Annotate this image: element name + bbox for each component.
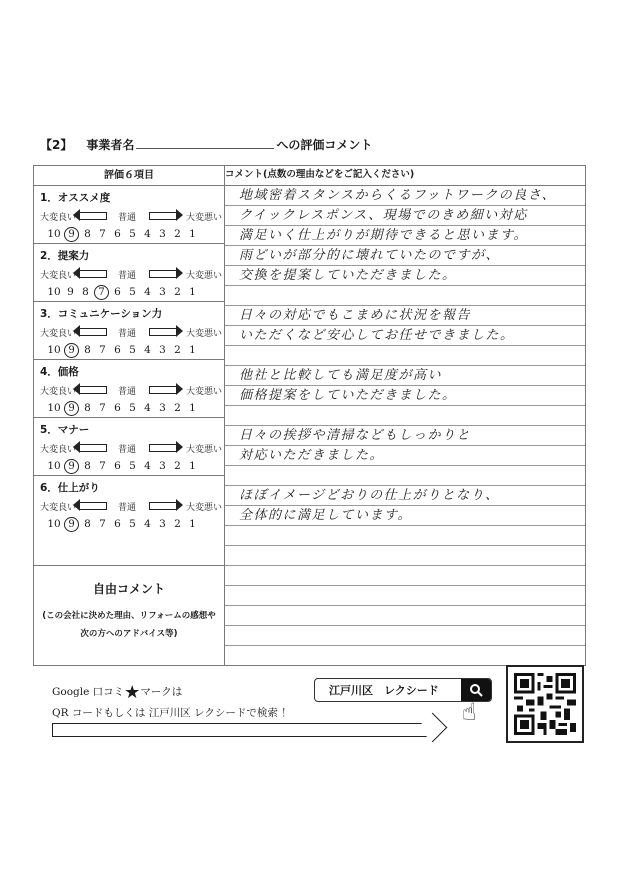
score-option[interactable]: 1 — [189, 402, 196, 414]
scale-bad-label: 大変悪い — [186, 502, 223, 513]
rating-items — [34, 186, 225, 566]
scale-good-label: 大変良い — [40, 328, 77, 339]
arrow-right-icon — [149, 502, 177, 510]
comment-line[interactable] — [225, 566, 585, 586]
arrow-right-icon — [149, 328, 177, 336]
score-option[interactable]: 6 — [114, 460, 121, 472]
scale-good-label: 大変良い — [40, 270, 77, 281]
score-options — [40, 457, 224, 475]
score-option[interactable]: 2 — [174, 518, 181, 530]
rating-item-title: 6．仕上がり — [40, 482, 100, 494]
score-option[interactable]: 8 — [84, 402, 91, 414]
rating-scale-legend — [40, 265, 224, 283]
comment-line[interactable] — [225, 586, 585, 606]
comment-area[interactable] — [225, 186, 586, 666]
score-option[interactable]: 10 — [47, 286, 61, 298]
arrow-left-icon — [79, 328, 107, 336]
business-name-label: 事業者名 — [86, 138, 135, 152]
score-option-selected[interactable]: 9 — [64, 401, 79, 416]
rating-item-title: 4．価格 — [40, 366, 79, 378]
score-option[interactable]: 9 — [67, 286, 74, 298]
score-option[interactable]: 5 — [129, 228, 136, 240]
scale-mid-label: 普通 — [118, 270, 137, 281]
evaluation-table — [33, 165, 586, 666]
score-option-selected[interactable]: 9 — [64, 459, 79, 474]
comment-line[interactable] — [225, 546, 585, 566]
score-option[interactable]: 5 — [129, 518, 136, 530]
score-options — [40, 341, 224, 359]
arrow-left-icon — [79, 444, 107, 452]
score-option[interactable]: 7 — [99, 344, 106, 356]
comment-line[interactable]: 他社と比較しても満足度が高い — [225, 366, 585, 386]
comment-line[interactable]: 地域密着スタンスからくるフットワークの良さ、 — [225, 186, 585, 206]
score-option[interactable]: 6 — [114, 286, 121, 298]
score-option[interactable]: 6 — [114, 344, 121, 356]
scale-bad-label: 大変悪い — [186, 386, 223, 397]
score-option[interactable]: 6 — [114, 518, 121, 530]
rating-item-title: 5．マナー — [40, 424, 90, 436]
comment-line[interactable]: 雨どいが部分的に壊れていたのですが、 — [225, 246, 585, 266]
scale-bad-label: 大変悪い — [186, 212, 223, 223]
score-option[interactable]: 4 — [144, 344, 151, 356]
comment-line[interactable]: 日々の対応でもこまめに状況を報告 — [225, 306, 585, 326]
score-option[interactable]: 8 — [84, 228, 91, 240]
scale-mid-label: 普通 — [118, 444, 137, 455]
comment-line[interactable]: 交換を提案していただきました。 — [225, 266, 585, 286]
score-option[interactable]: 1 — [189, 460, 196, 472]
comment-line[interactable] — [225, 346, 585, 366]
google-review-text — [52, 682, 182, 703]
score-option[interactable]: 3 — [159, 518, 166, 530]
scale-mid-label: 普通 — [118, 328, 137, 339]
rating-item — [34, 302, 224, 360]
comment-line[interactable] — [225, 526, 585, 546]
score-option[interactable]: 4 — [144, 228, 151, 240]
score-option[interactable]: 7 — [99, 228, 106, 240]
score-option-selected[interactable]: 9 — [64, 517, 79, 532]
score-option[interactable]: 2 — [174, 286, 181, 298]
score-option[interactable]: 1 — [189, 228, 196, 240]
rating-item — [34, 244, 224, 302]
scale-bad-label: 大変悪い — [186, 444, 223, 455]
comment-line[interactable]: 日々の挨拶や清掃などもしっかりと — [225, 426, 585, 446]
arrow-right-icon — [149, 386, 177, 394]
score-option[interactable]: 5 — [129, 460, 136, 472]
score-option[interactable]: 1 — [189, 286, 196, 298]
comment-line[interactable]: 価格提案をしていただきました。 — [225, 386, 585, 406]
score-option[interactable]: 4 — [144, 460, 151, 472]
rating-item — [34, 418, 224, 476]
free-comment-label — [34, 566, 225, 666]
score-option-selected[interactable]: 9 — [64, 343, 79, 358]
score-options — [40, 515, 224, 533]
score-option[interactable]: 7 — [99, 460, 106, 472]
score-option[interactable]: 1 — [189, 518, 196, 530]
score-option[interactable]: 2 — [174, 460, 181, 472]
score-option[interactable]: 3 — [159, 460, 166, 472]
rating-item — [34, 476, 224, 534]
score-option[interactable]: 5 — [129, 344, 136, 356]
scale-good-label: 大変良い — [40, 386, 77, 397]
business-name-field[interactable] — [136, 136, 274, 149]
rating-scale-legend — [40, 439, 224, 457]
score-option[interactable]: 3 — [159, 286, 166, 298]
arrow-left-icon — [79, 212, 107, 220]
score-option[interactable]: 10 — [47, 228, 61, 240]
comment-line[interactable]: 全体的に満足しています。 — [225, 506, 585, 526]
comment-line[interactable] — [225, 626, 585, 646]
title-suffix: への評価コメント — [276, 138, 373, 152]
score-option[interactable]: 7 — [99, 518, 106, 530]
comment-line[interactable]: 対応いただきました。 — [225, 446, 585, 466]
score-option[interactable]: 4 — [144, 402, 151, 414]
score-option-selected[interactable]: 9 — [64, 227, 79, 242]
comment-line[interactable]: いただくなど安心してお任せできました。 — [225, 326, 585, 346]
score-option[interactable]: 4 — [144, 286, 151, 298]
comment-line[interactable] — [225, 606, 585, 626]
comment-line[interactable] — [225, 646, 585, 665]
score-option[interactable]: 8 — [84, 344, 91, 356]
qr-code-icon — [514, 673, 576, 735]
score-option[interactable]: 1 — [189, 344, 196, 356]
arrow-left-icon — [79, 386, 107, 394]
comment-line[interactable] — [225, 406, 585, 426]
qr-code[interactable] — [506, 665, 584, 743]
score-option[interactable]: 2 — [174, 228, 181, 240]
arrow-right-icon — [52, 723, 429, 737]
scale-bad-label: 大変悪い — [186, 328, 223, 339]
score-option[interactable]: 6 — [114, 402, 121, 414]
google-review-label: Google 口コミ — [52, 686, 125, 698]
star-icon: ★ — [124, 682, 141, 703]
comment-line[interactable] — [225, 286, 585, 306]
mark-label: マークは — [140, 686, 183, 698]
rating-scale-legend — [40, 323, 224, 341]
scale-good-label: 大変良い — [40, 212, 77, 223]
score-option[interactable]: 8 — [84, 518, 91, 530]
free-comment-hint-2: 次の方へのアドバイス等) — [80, 629, 178, 639]
column-header-comments: コメント(点数の理由などをご記入ください) — [225, 166, 586, 186]
comment-line[interactable]: クイックレスポンス、現場でのきめ細い対応 — [225, 206, 585, 226]
rating-scale-legend — [40, 207, 224, 225]
score-option[interactable]: 8 — [84, 460, 91, 472]
comment-line[interactable] — [225, 466, 585, 486]
arrow-right-icon — [149, 212, 177, 220]
rating-item — [34, 186, 224, 244]
score-option[interactable]: 4 — [144, 518, 151, 530]
score-options — [40, 399, 224, 417]
score-option[interactable]: 3 — [159, 344, 166, 356]
comment-line[interactable]: 満足いく仕上がりが期待できると思います。 — [225, 226, 585, 246]
scale-bad-label: 大変悪い — [186, 270, 223, 281]
rating-scale-legend — [40, 381, 224, 399]
arrow-left-icon — [79, 502, 107, 510]
scale-mid-label: 普通 — [118, 502, 137, 513]
score-options — [40, 283, 224, 301]
scale-good-label: 大変良い — [40, 444, 77, 455]
magnifier-icon — [469, 683, 483, 697]
score-option[interactable]: 10 — [47, 518, 61, 530]
score-option[interactable]: 10 — [47, 344, 61, 356]
score-option[interactable]: 5 — [129, 286, 136, 298]
score-option[interactable]: 7 — [99, 402, 106, 414]
rating-item-title: 2．提案力 — [40, 250, 90, 262]
search-query: 江戸川区 レクシード — [329, 684, 439, 697]
score-option[interactable]: 3 — [159, 402, 166, 414]
scale-mid-label: 普通 — [118, 386, 137, 397]
rating-item — [34, 360, 224, 418]
pointing-hand-icon: ☝ — [462, 698, 477, 726]
exclamation-icon: ！ — [281, 707, 292, 719]
form-title — [40, 136, 372, 153]
arrow-right-icon — [149, 444, 177, 452]
score-option[interactable]: 2 — [174, 402, 181, 414]
rating-item-title: 1．オススメ度 — [40, 192, 111, 204]
score-option[interactable]: 10 — [47, 460, 61, 472]
free-comment-hint-1: (この会社に決めた理由、リフォームの感想や — [42, 611, 216, 621]
column-header-items: 評価６項目 — [34, 166, 225, 186]
arrow-left-icon — [79, 270, 107, 278]
scale-mid-label: 普通 — [118, 212, 137, 223]
qr-search-text — [52, 705, 292, 720]
score-option-selected[interactable]: 7 — [94, 285, 109, 300]
rating-item-title: 3．コミュニケーション力 — [40, 308, 163, 320]
section-number: 【2】 — [40, 138, 73, 152]
score-option[interactable]: 2 — [174, 344, 181, 356]
score-options — [40, 225, 224, 243]
arrow-right-icon — [149, 270, 177, 278]
score-option[interactable]: 3 — [159, 228, 166, 240]
score-option[interactable]: 5 — [129, 402, 136, 414]
score-option[interactable]: 8 — [82, 286, 89, 298]
score-option[interactable]: 10 — [47, 402, 61, 414]
free-comment-title: 自由コメント — [92, 582, 165, 596]
qr-search-label: QR コードもしくは 江戸川区 レクシードで検索 — [52, 707, 278, 719]
rating-scale-legend — [40, 497, 224, 515]
scale-good-label: 大変良い — [40, 502, 77, 513]
score-option[interactable]: 6 — [114, 228, 121, 240]
comment-line[interactable]: ほぼイメージどおりの仕上がりとなり、 — [225, 486, 585, 506]
